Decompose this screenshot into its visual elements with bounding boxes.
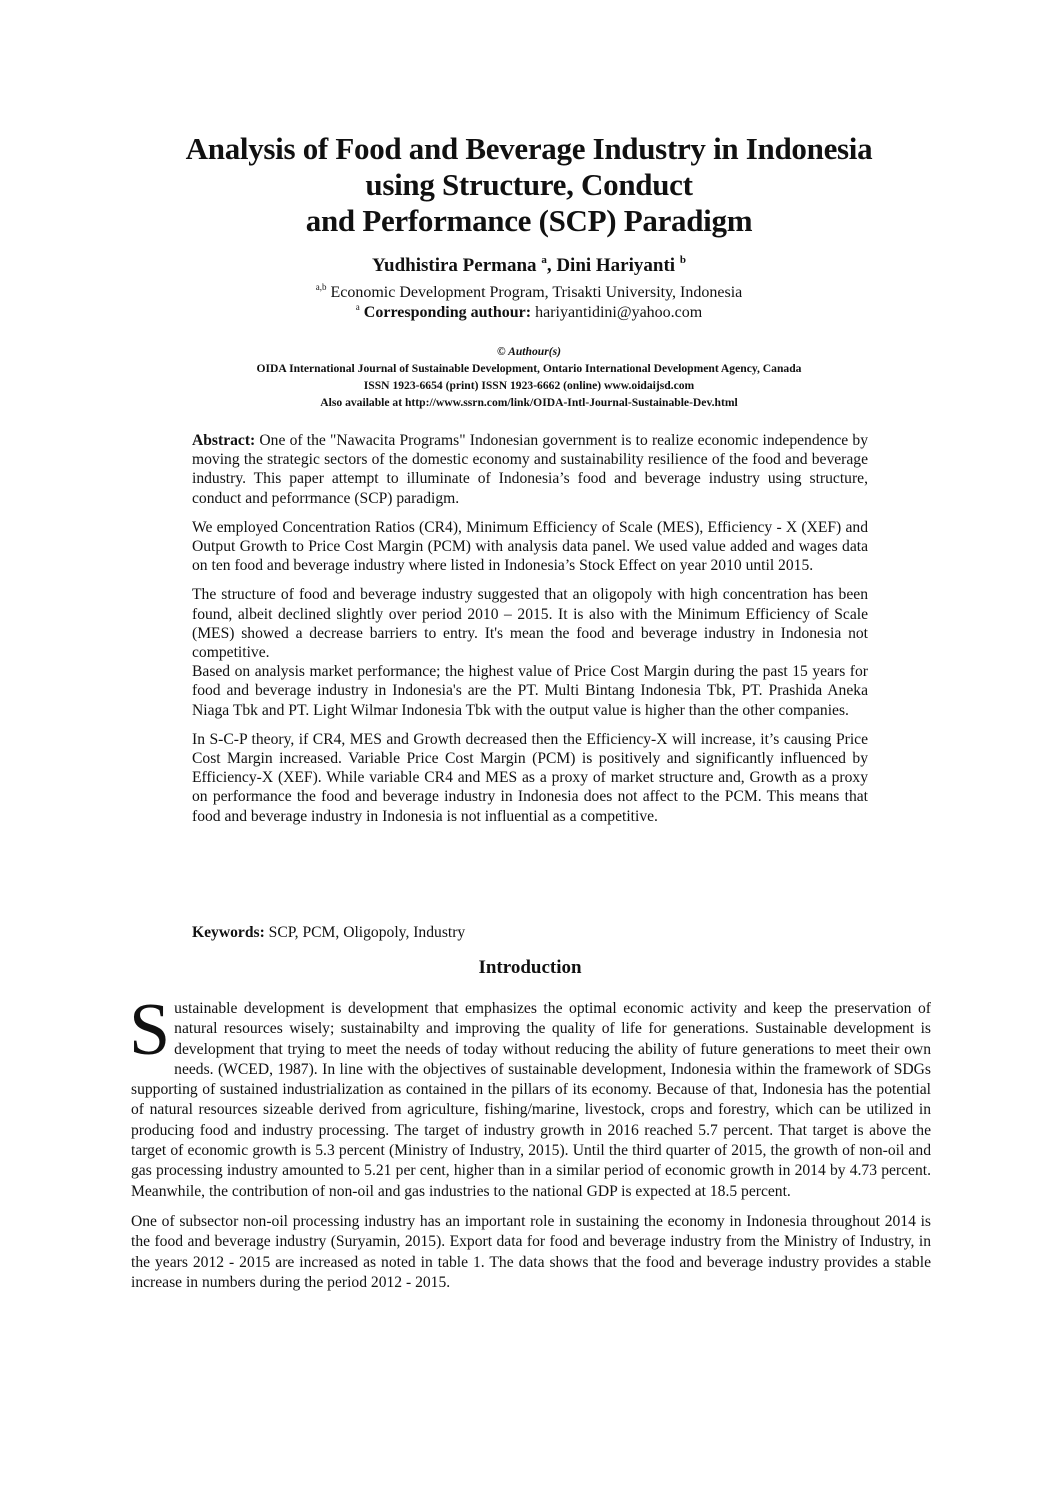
body-text: ustainable development is development that emphasizes the optimal economic activity and keep the preservation of natural resources wisely; sustainabilty and improving the quality of life for generations. Sustainable development is development that trying to meet the needs of today without reducing the ability of future generations to meet their own needs. (WCED, 1987). In line with the objectives of sustainable development, Indonesia within the framework of SDGs supporting of sustained industrialization as contained in the pillars of its economy. Because of that, Indonesia has the potential of natural resources sizeable derived from agriculture, fishing/marine, livestock, crops and forestry, which can be utilized in producing food and industry processing. The target of industry growth in 2016 reached 5.7 percent. That target is above the target of economic growth is 5.3 percent (Ministry of Industry, 2015). Until the third quarter of 2015, the growth of non-oil and gas processing industry amounted to 5.21 per cent, higher than in a similar period of economic growth in 2014 by 4.73 percent. Meanwhile, the contribution of non-oil and gas industries to the national GDP is expected at 18.5 percent.	[131, 1000, 931, 1200]
corresponding-email[interactable]: hariyantidini@yahoo.com	[535, 304, 703, 321]
keywords-text: SCP, PCM, Oligopoly, Industry	[264, 924, 466, 941]
body-paragraph: One of subsector non-oil processing industry has an important role in sustaining the economy in Indonesia throughout 2014 is the food and beverage industry (Suryamin, 2015). Export data for food and beverage industry from the Ministry of Industry, in the years 2012 - 2015 are increased as noted in table 1. The data shows that the food and beverage industry provides a stable increase in numbers during the period 2012 - 2015.	[131, 1212, 931, 1291]
abstract-section	[192, 431, 868, 836]
affiliation-mark: a,b	[315, 282, 327, 292]
corresponding-mark: a	[355, 302, 360, 312]
abstract-paragraph: Based on analysis market performance; the highest value of Price Cost Margin during the past 15 years for food and beverage industry in Indonesia's are the PT. Multi Bintang Indonesia Tbk, PT. Prashida Aneka Niaga Tbk and PT. Light Wilmar Indonesia Tbk with the output value is higher than the other companies.	[192, 663, 868, 719]
abstract-paragraph	[192, 431, 868, 508]
paper-title	[120, 131, 938, 239]
abstract-label: Abstract:	[192, 432, 256, 449]
author-name: Yudhistira Permana	[372, 255, 537, 276]
drop-cap: S	[129, 989, 171, 1071]
journal-name: OIDA International Journal of Sustainable Development, Ontario International Development Agency, Canada	[256, 362, 802, 375]
abstract-paragraph: In S-C-P theory, if CR4, MES and Growth decreased then the Efficiency-X will increase, it’s causing Price Cost Margin increased. Variable Price Cost Margin (PCM) is positively and significantly influenced by Efficiency-X (XEF). While variable CR4 and MES as a proxy of market structure and, Growth as a proxy on performance the food and beverage industry in Indonesia does not affect to the PCM. This means that food and beverage industry in Indonesia is not influential as a competitive.	[192, 730, 868, 825]
affiliation	[150, 283, 908, 303]
journal-info	[150, 343, 908, 411]
abstract-paragraph: The structure of food and beverage industry suggested that an oligopoly with high concentration has been found, albeit declined slightly over period 2010 – 2015. It is also with the Minimum Efficiency of Scale (MES) showed a decrease barriers to entry. It's mean the food and beverage industry in Indonesia not competitive.	[192, 586, 868, 662]
journal-availability: Also available at http://www.ssrn.com/link/OIDA-Intl-Journal-Sustainable-Dev.html	[320, 396, 738, 409]
affiliation-text: Economic Development Program, Trisakti University, Indonesia	[330, 284, 743, 301]
corresponding-author	[150, 303, 908, 323]
section-heading-introduction: Introduction	[478, 957, 582, 978]
abstract-text: One of the "Nawacita Programs" Indonesian government is to realize economic independence by moving the strategic sectors of the domestic economy and sustainability resilience of the food and beverage industry. This paper attempt to illuminate of Indonesia’s food and beverage industry using structure, conduct and peforrmance (SCP) paradigm.	[192, 432, 868, 507]
title-line: using Structure, Conduct	[365, 167, 693, 202]
body-paragraph	[129, 989, 931, 1202]
title-line: Analysis of Food and Beverage Industry in Indonesia	[185, 131, 873, 166]
corresponding-label: Corresponding authour:	[363, 304, 532, 321]
author-separator: ,	[546, 255, 557, 276]
journal-issn: ISSN 1923-6654 (print) ISSN 1923-6662 (online) www.oidaijsd.com	[363, 379, 695, 392]
author-mark: b	[679, 254, 686, 266]
keywords	[192, 923, 868, 942]
title-line: and Performance (SCP) Paradigm	[305, 203, 753, 238]
keywords-label: Keywords:	[192, 924, 265, 941]
introduction-body	[129, 989, 931, 1303]
author-list	[200, 254, 858, 278]
author-name: Dini Hariyanti	[556, 255, 676, 276]
author-mark: a	[541, 254, 547, 266]
abstract-paragraph: We employed Concentration Ratios (CR4), Minimum Efficiency of Scale (MES), Efficiency - X (XEF) and Output Growth to Price Cost Margin (PCM) with analysis data panel. We used value added and wages data on ten food and beverage industry where listed in Indonesia’s Stock Effect on year 2010 until 2015.	[192, 518, 868, 575]
copyright-line: © Authour(s)	[497, 345, 561, 358]
